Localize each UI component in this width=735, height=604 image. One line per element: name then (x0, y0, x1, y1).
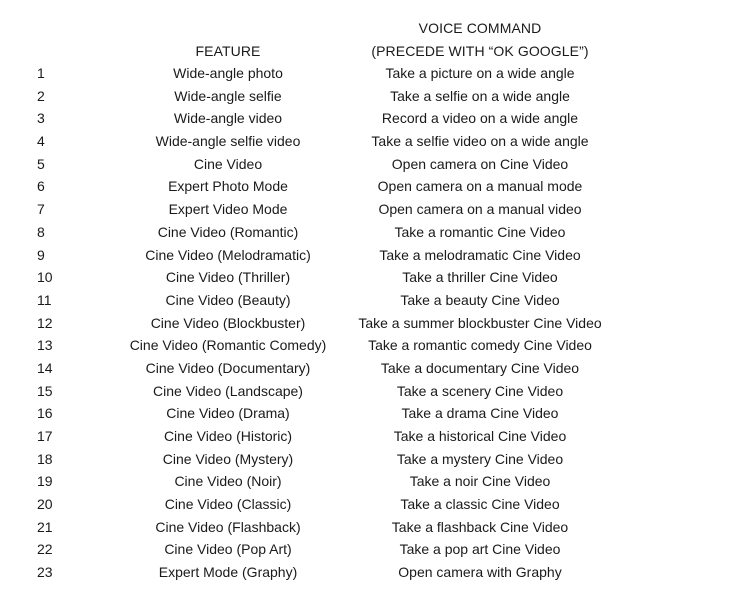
table-row (0, 380, 735, 403)
table-row (0, 198, 735, 221)
row-number: 9 (37, 246, 45, 263)
voice-command-cell: Take a romantic comedy Cine Video (368, 337, 592, 354)
feature-cell: Expert Mode (Graphy) (158, 564, 298, 581)
feature-cell: Cine Video (Documentary) (145, 359, 311, 376)
table-row (0, 85, 735, 108)
voice-command-cell: Open camera on Cine Video (391, 155, 569, 172)
feature-cell: Expert Video Mode (168, 201, 288, 218)
row-number: 6 (37, 178, 45, 195)
row-number: 2 (37, 87, 45, 104)
row-number: 1 (37, 65, 45, 81)
feature-cell: Cine Video (Mystery) (162, 450, 294, 467)
feature-cell: Cine Video (Blockbuster) (150, 314, 306, 331)
voice-command-cell: Take a drama Cine Video (401, 405, 559, 422)
row-number: 13 (37, 337, 53, 354)
voice-command-cell: Take a flashback Cine Video (391, 518, 569, 535)
row-number: 16 (37, 405, 53, 422)
table-row (0, 107, 735, 130)
row-number: 22 (37, 541, 53, 558)
row-number: 19 (37, 473, 53, 490)
table-row (0, 130, 735, 153)
table-row (0, 493, 735, 516)
table-row (0, 516, 735, 539)
voice-command-cell: Open camera on a manual video (378, 201, 582, 218)
table-row (0, 334, 735, 357)
voice-command-cell: Record a video on a wide angle (381, 110, 579, 127)
feature-cell: Cine Video (Romantic) (157, 223, 299, 240)
table-row (0, 289, 735, 312)
row-number: 20 (37, 496, 53, 513)
table-header (0, 0, 735, 60)
voice-command-cell: Take a historical Cine Video (393, 428, 567, 444)
feature-cell: Wide-angle photo (173, 65, 283, 81)
voice-command-cell: Take a beauty Cine Video (400, 291, 560, 308)
feature-cell: Cine Video (Historic) (163, 428, 293, 444)
feature-cell: Cine Video (Classic) (164, 496, 292, 513)
row-number: 4 (37, 133, 45, 150)
feature-cell: Cine Video (Noir) (174, 473, 282, 490)
feature-cell: Cine Video (Landscape) (153, 382, 303, 399)
voice-command-cell: Take a selfie on a wide angle (390, 87, 570, 104)
table-row (0, 538, 735, 561)
row-number: 11 (37, 291, 52, 308)
table-row (0, 221, 735, 244)
feature-cell: Wide-angle video (173, 110, 283, 127)
table-body (0, 62, 735, 584)
table-row (0, 470, 735, 493)
feature-cell: Cine Video (Pop Art) (164, 541, 292, 558)
table-row (0, 153, 735, 176)
feature-column-header: FEATURE (195, 43, 261, 59)
feature-cell: Cine Video (Flashback) (155, 518, 301, 535)
voice-command-cell: Take a thriller Cine Video (402, 269, 558, 286)
feature-cell: Cine Video (Thriller) (165, 269, 291, 286)
table-row (0, 425, 735, 448)
table-row (0, 448, 735, 471)
row-number: 18 (37, 450, 53, 467)
row-number: 14 (37, 359, 53, 376)
feature-cell: Cine Video (Beauty) (165, 291, 291, 308)
voice-command-cell: Open camera on a manual mode (377, 178, 583, 195)
row-number: 21 (37, 518, 53, 535)
row-number: 5 (37, 155, 45, 172)
feature-cell: Cine Video (Romantic Comedy) (129, 337, 327, 354)
row-number: 7 (37, 201, 45, 218)
voice-command-cell: Take a pop art Cine Video (399, 541, 561, 558)
row-number: 23 (37, 564, 53, 581)
voice-command-header-line1: VOICE COMMAND (418, 20, 542, 36)
row-number: 10 (37, 269, 53, 286)
table-row (0, 266, 735, 289)
table-row (0, 244, 735, 267)
table-row (0, 62, 735, 85)
voice-command-cell: Open camera with Graphy (398, 564, 562, 581)
voice-command-cell: Take a scenery Cine Video (396, 382, 564, 399)
voice-command-cell: Take a summer blockbuster Cine Video (358, 314, 602, 331)
row-number: 8 (37, 223, 45, 240)
table-row (0, 312, 735, 335)
table-row (0, 561, 735, 584)
feature-cell: Cine Video (Melodramatic) (145, 246, 311, 263)
voice-command-header-line2: (PRECEDE WITH “OK GOOGLE”) (371, 42, 589, 59)
feature-cell: Cine Video (Drama) (166, 405, 290, 422)
feature-cell: Cine Video (193, 155, 263, 172)
row-number: 17 (37, 428, 53, 444)
voice-command-cell: Take a noir Cine Video (409, 473, 551, 490)
voice-command-cell: Take a picture on a wide angle (385, 65, 575, 81)
feature-cell: Expert Photo Mode (168, 178, 288, 195)
row-number: 15 (37, 382, 53, 399)
voice-command-cell: Take a romantic Cine Video (394, 223, 566, 240)
feature-cell: Wide-angle selfie video (155, 133, 301, 150)
table-row (0, 357, 735, 380)
table-row (0, 175, 735, 198)
row-number: 3 (37, 110, 45, 127)
voice-command-cell: Take a documentary Cine Video (380, 359, 580, 376)
feature-cell: Wide-angle selfie (174, 87, 282, 104)
voice-command-cell: Take a melodramatic Cine Video (379, 246, 581, 263)
row-number: 12 (37, 314, 53, 331)
voice-command-column-header (330, 17, 630, 62)
table-row (0, 402, 735, 425)
voice-command-cell: Take a classic Cine Video (400, 496, 560, 513)
voice-command-cell: Take a mystery Cine Video (396, 450, 564, 467)
voice-command-cell: Take a selfie video on a wide angle (371, 133, 589, 150)
